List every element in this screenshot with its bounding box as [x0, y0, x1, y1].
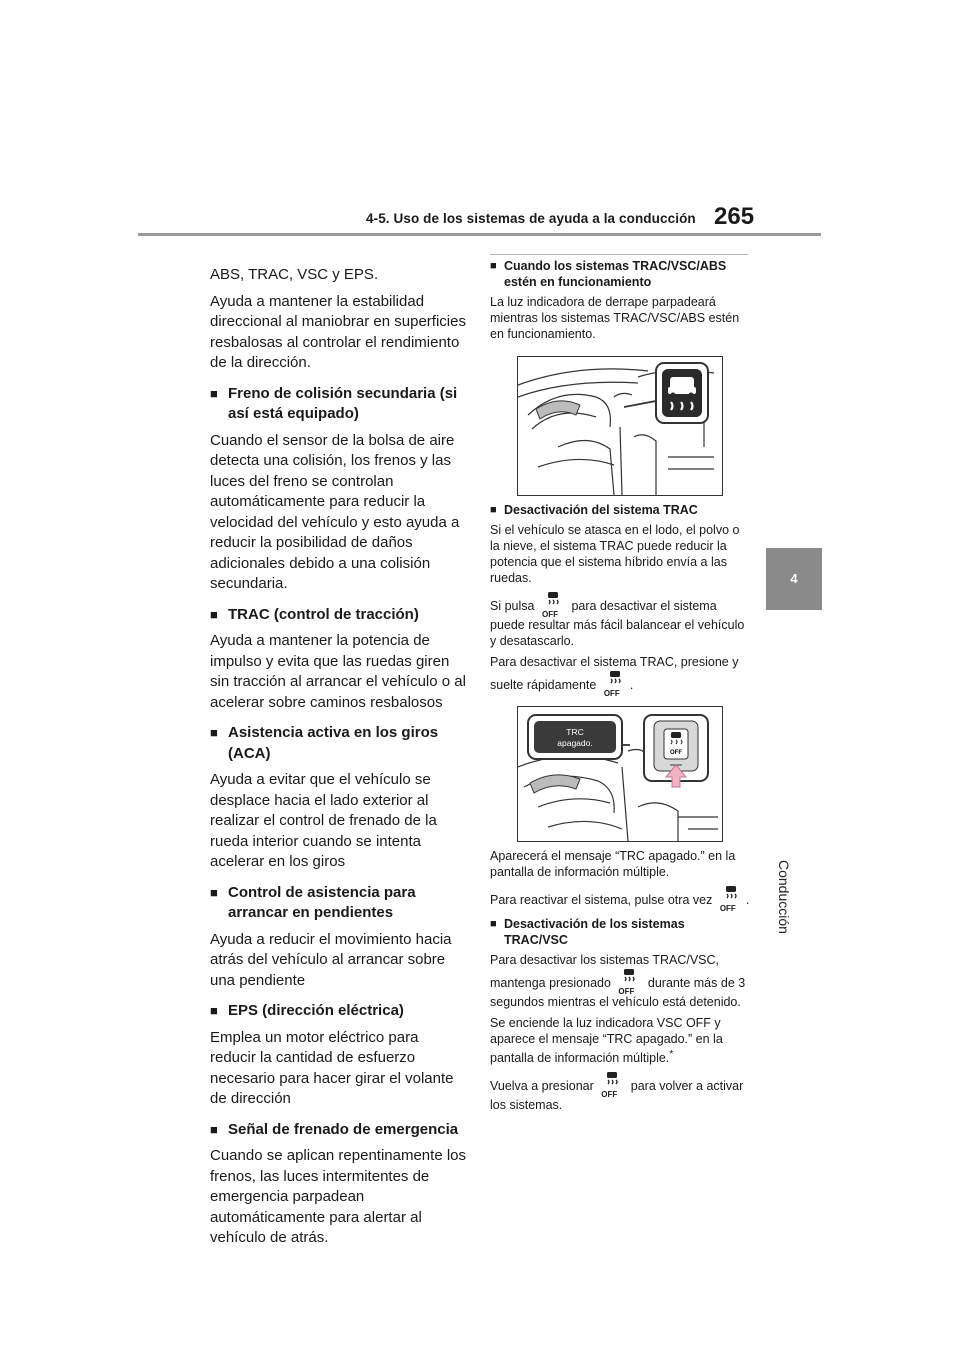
square-bullet-icon: ■: [210, 725, 218, 740]
column-rule: [490, 254, 748, 255]
square-bullet-icon: ■: [210, 385, 218, 401]
intro-paragraph: Ayuda a mantener la estabilidad direccional al maniobrar en superficies resbalosas al controlar el rendimiento de la dirección.: [210, 292, 466, 371]
right-column: [490, 250, 750, 1118]
section-heading: ■ Desactivación del sistema TRAC: [490, 503, 698, 517]
square-bullet-icon: ■: [490, 918, 497, 930]
page-number: 265: [714, 203, 755, 230]
section-body: La luz indicadora de derrape parpadeará mientras los sistemas TRAC/VSC/ABS estén en funcionamiento.: [490, 295, 740, 341]
footnote-mark: *: [669, 1049, 674, 1060]
section-body: Vuelva a presionar OFF para volver a activar los sistemas.: [490, 1071, 750, 1113]
intro-line: ABS, TRAC, VSC y EPS.: [210, 266, 379, 283]
section-body: Para desactivar el sistema TRAC, presione y suelte rápidamente OFF .: [490, 655, 739, 698]
section-title: 4-5. Uso de los sistemas de ayuda a la conducción: [366, 211, 696, 226]
section-body: Si el vehículo se atasca en el lodo, el polvo o la nieve, el sistema TRAC puede reducir la potencia que el sistema híbrido envía a las ruedas.: [490, 523, 740, 585]
off-button-label: OFF: [670, 750, 682, 756]
header-rule: [138, 233, 821, 236]
square-bullet-icon: ■: [210, 606, 218, 622]
section-heading: ■ Control de asistencia para arrancar en pendientes: [210, 883, 468, 924]
section-body: Si pulsa OFF para desactivar el sistema puede resultar más fácil balancear el vehículo y desatascarlo.: [490, 591, 750, 649]
section-body: Emplea un motor eléctrico para reducir la cantidad de esfuerzo necesario para hacer girar el volante de dirección: [210, 1028, 454, 1107]
section-heading: ■ Asistencia activa en los giros (ACA): [210, 723, 468, 764]
square-bullet-icon: ■: [490, 260, 497, 272]
trc-message-line1: TRC: [566, 727, 584, 737]
dashboard-illustration: [518, 357, 722, 495]
square-bullet-icon: ■: [210, 1003, 218, 1018]
section-heading: ■ Freno de colisión secundaria (si así está equipado): [210, 384, 468, 425]
section-heading: ■ Señal de frenado de emergencia: [210, 1120, 468, 1141]
section-body: Para desactivar los sistemas TRAC/VSC, mantenga presionado OFF durante más de 3 segundos mientras el vehículo está detenido.: [490, 953, 746, 1009]
section-body: Cuando el sensor de la bolsa de aire detecta una colisión, los frenos y las luces del freno se controlan automáticamente para reducir la velocidad del vehículo y esto ayuda a reducir la posibilidad de daños adicionales debido a una colisión secundaria.: [210, 431, 460, 592]
dashboard-illustration: [518, 707, 722, 841]
section-heading: ■ EPS (dirección eléctrica): [210, 1001, 468, 1022]
section-body: Para reactivar el sistema, pulse otra vez OFF .: [490, 885, 750, 911]
vsc-off-icon: OFF: [720, 885, 742, 911]
left-column: [210, 265, 468, 1255]
chapter-number: 4: [766, 548, 822, 610]
chapter-tab: [766, 236, 822, 1056]
square-bullet-icon: ■: [210, 884, 218, 900]
section-heading: ■ Desactivación de los sistemas TRAC/VSC: [490, 917, 685, 947]
section-heading: ■ Cuando los sistemas TRAC/VSC/ABS estén en funcionamiento: [490, 259, 727, 289]
square-bullet-icon: ■: [490, 504, 497, 516]
figure-skid-indicator: [517, 356, 723, 496]
section-body: Ayuda a evitar que el vehículo se desplace hacia el lado exterior al realizar el control de frenado de la rueda interior cuando se intenta acelerar en los giros: [210, 771, 437, 870]
trc-message-line2: apagado.: [557, 738, 593, 748]
section-heading: ■ TRAC (control de tracción): [210, 605, 468, 626]
chapter-label: Conducción: [776, 860, 792, 934]
section-body: Se enciende la luz indicadora VSC OFF y aparece el mensaje “TRC apagado.” en la pantalla de información múltiple.*: [490, 1016, 723, 1066]
page-header: [0, 205, 960, 235]
section-body: Aparecerá el mensaje “TRC apagado.” en la pantalla de información múltiple.: [490, 849, 736, 879]
vsc-off-icon: OFF: [542, 591, 564, 617]
vsc-off-icon: OFF: [604, 670, 626, 696]
vsc-off-icon: OFF: [601, 1071, 623, 1097]
section-body: Ayuda a mantener la potencia de impulso y evita que las ruedas giren sin tracción al arrancar el vehículo o al acelerar sobre caminos resbalosos: [210, 632, 466, 711]
section-body: Cuando se aplican repentinamente los frenos, las luces intermitentes de emergencia parpadean automáticamente para alertar al vehículo de atrás.: [210, 1147, 467, 1246]
figure-trc-off: [517, 706, 723, 842]
square-bullet-icon: ■: [210, 1121, 218, 1137]
vsc-off-icon: OFF: [618, 968, 640, 994]
section-body: Ayuda a reducir el movimiento hacia atrás del vehículo al arrancar sobre una pendiente: [210, 930, 452, 989]
